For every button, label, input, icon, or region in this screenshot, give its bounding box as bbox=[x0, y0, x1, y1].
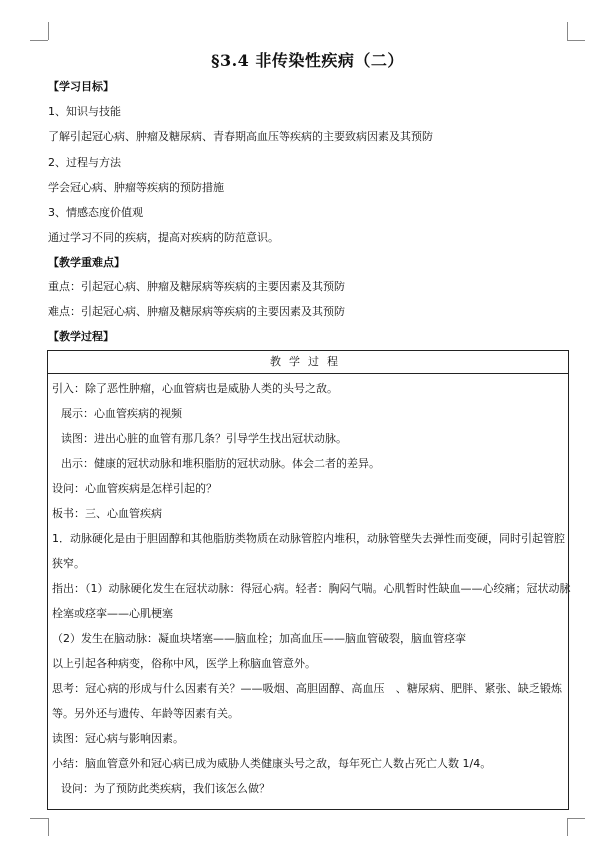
teaching-process-table bbox=[47, 350, 569, 810]
knowledge-skills-text: 了解引起冠心病、肿瘤及糖尿病、青春期高血压等疾病的主要致病因素及其预防 bbox=[48, 130, 433, 143]
table-line-point-out-cont: 栓塞或痉挛——心肌梗塞 bbox=[52, 607, 173, 620]
table-line-intro: 引入：除了恶性肿瘤，心血管病也是威胁人类的头号之敌。 bbox=[52, 382, 338, 395]
crop-mark-bottom-left bbox=[30, 818, 48, 819]
table-line-arteriosclerosis-cont: 狭窄。 bbox=[52, 557, 85, 570]
process-method-text: 学会冠心病、肿瘤等疾病的预防措施 bbox=[48, 181, 224, 194]
table-line-arteriosclerosis: 1．动脉硬化是由于胆固醇和其他脂肪类物质在动脉管腔内堆积，动脉管壁失去弹性而变硬，同时引起管腔 bbox=[52, 532, 565, 545]
process-method-label: 2、过程与方法 bbox=[48, 156, 121, 169]
table-line-read-factors: 读图：冠心病与影响因素。 bbox=[52, 732, 184, 745]
keypoints-header: 【教学重难点】 bbox=[48, 256, 125, 269]
table-line-think-cont: 等。另外还与遗传、年龄等因素有关。 bbox=[52, 707, 239, 720]
difficult-point-text: 难点：引起冠心病、肿瘤及糖尿病等疾病的主要因素及其预防 bbox=[48, 305, 345, 318]
crop-mark-top-left bbox=[48, 22, 49, 40]
key-point-text: 重点：引起冠心病、肿瘤及糖尿病等疾病的主要因素及其预防 bbox=[48, 280, 345, 293]
table-line-present: 出示：健康的冠状动脉和堆积脂肪的冠状动脉。体会二者的差异。 bbox=[61, 457, 380, 470]
table-header: 教学过程 bbox=[48, 351, 568, 374]
crop-mark-bottom-right bbox=[567, 818, 568, 836]
table-line-summary: 小结：脑血管意外和冠心病已成为威胁人类健康头号之敌，每年死亡人数占死亡人数 1/4。 bbox=[52, 757, 492, 770]
table-line-cerebral: （2）发生在脑动脉：凝血块堵塞——脑血栓；加高血压——脑血管破裂，脑血管痉挛 bbox=[52, 632, 466, 645]
table-line-think: 思考：冠心病的形成与什么因素有关？——吸烟、高胆固醇、高血压 、糖尿病、肥胖、紧张、缺乏锻炼 bbox=[52, 682, 562, 695]
crop-mark-top-right bbox=[567, 22, 568, 40]
attitude-values-label: 3、情感态度价值观 bbox=[48, 206, 143, 219]
table-line-show: 展示：心血管疾病的视频 bbox=[61, 407, 182, 420]
table-line-question: 设问：心血管疾病是怎样引起的？ bbox=[52, 482, 217, 495]
table-line-blackboard: 板书：三、心血管疾病 bbox=[52, 507, 162, 520]
objectives-header: 【学习目标】 bbox=[48, 80, 114, 93]
table-line-stroke: 以上引起各种病变，俗称中风，医学上称脑血管意外。 bbox=[52, 657, 316, 670]
crop-mark-bottom-right bbox=[567, 818, 585, 819]
attitude-values-text: 通过学习不同的疾病，提高对疾病的防范意识。 bbox=[48, 231, 279, 244]
crop-mark-top-right bbox=[567, 40, 585, 41]
table-line-prevention-question: 设问：为了预防此类疾病，我们该怎么做？ bbox=[61, 782, 270, 795]
page-title: §3.4 非传染性疾病（二） bbox=[211, 51, 404, 70]
crop-mark-bottom-left bbox=[48, 818, 49, 836]
table-line-read-figure: 读图：进出心脏的血管有那几条？引导学生找出冠状动脉。 bbox=[61, 432, 347, 445]
process-header: 【教学过程】 bbox=[48, 330, 114, 343]
crop-mark-top-left bbox=[30, 40, 48, 41]
knowledge-skills-label: 1、知识与技能 bbox=[48, 105, 121, 118]
table-line-point-out: 指出：（1）动脉硬化发生在冠状动脉：得冠心病。轻者：胸闷气喘。心肌暂时性缺血——心绞痛；冠状动脉 bbox=[52, 582, 571, 595]
